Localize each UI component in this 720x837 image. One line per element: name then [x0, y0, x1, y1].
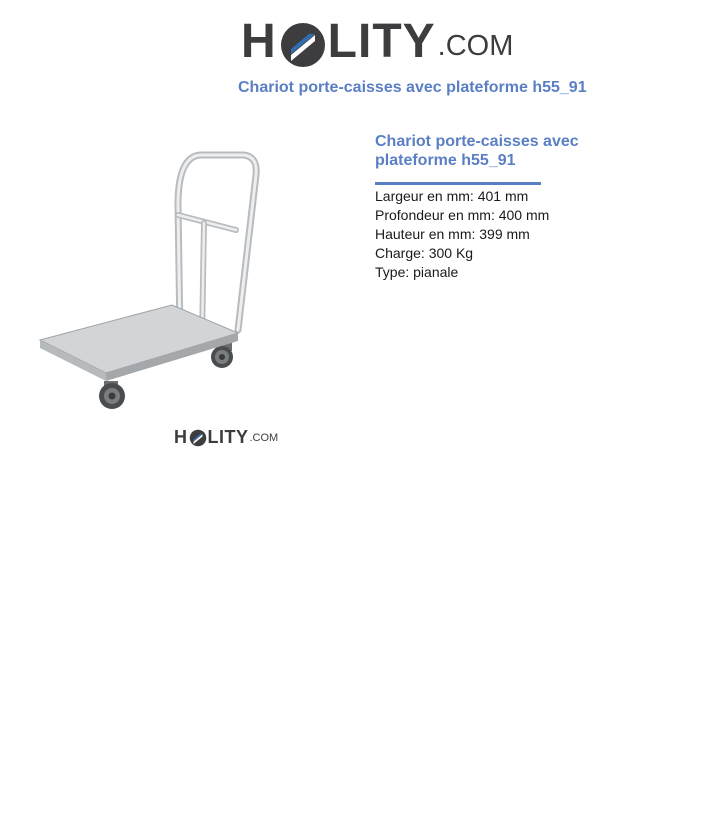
product-title: Chariot porte-caisses avec plateforme h55_91	[375, 133, 579, 169]
logo-suffix: .COM	[437, 30, 514, 62]
spec-depth: Profondeur en mm: 400 mm	[375, 207, 550, 223]
platform-trolley-image	[32, 145, 262, 420]
logo-small-text-left: H	[174, 427, 188, 447]
spec-height: Hauteur en mm: 399 mm	[375, 226, 530, 242]
logo-small-suffix: .COM	[249, 432, 279, 444]
title-divider	[375, 182, 541, 185]
spec-type: Type: pianale	[375, 264, 459, 280]
logo-small-o-icon	[189, 429, 207, 447]
logo-small-text-right: LITY	[207, 427, 249, 447]
spec-load: Charge: 300 Kg	[375, 245, 474, 261]
logo-o-icon	[279, 21, 327, 69]
holity-logo[interactable]	[241, 14, 513, 66]
spec-width: Largeur en mm: 401 mm	[375, 188, 529, 204]
holity-logo-small	[174, 426, 278, 446]
page-title: Chariot porte-caisses avec plateforme h55_91	[238, 79, 587, 96]
logo-text-left: H	[241, 15, 277, 68]
logo-text-right: LITY	[327, 15, 436, 68]
product-details	[375, 132, 605, 282]
